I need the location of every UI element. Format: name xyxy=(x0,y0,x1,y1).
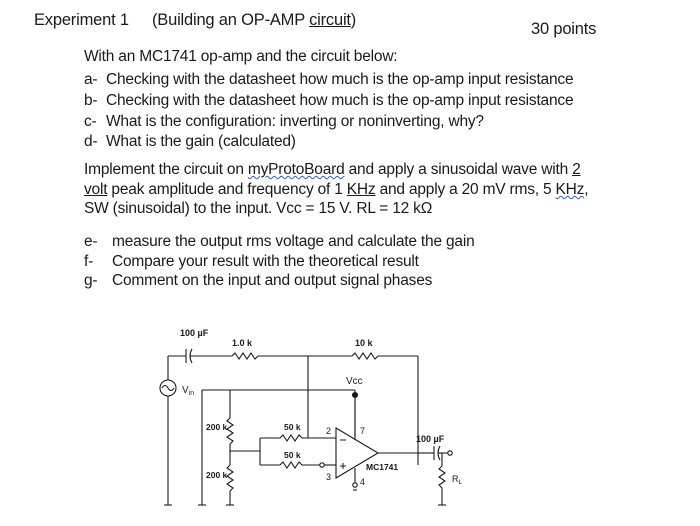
subtitle-circuit: circuit xyxy=(309,11,351,29)
label-pin3: 3 xyxy=(326,472,332,482)
label-rf: 10 k xyxy=(355,338,373,348)
implement-post-2: and apply a 20 mV rms, 5 xyxy=(375,181,556,198)
resistor-50k-bottom-icon xyxy=(280,462,302,468)
task-label: e- xyxy=(84,233,98,250)
label-pin2: 2 xyxy=(326,426,332,436)
label-pin4: 4 xyxy=(360,477,366,487)
question-c xyxy=(84,113,484,131)
vin-v: V xyxy=(182,385,189,396)
question-label: b- xyxy=(84,92,98,109)
rl-r: R xyxy=(452,474,459,484)
question-b xyxy=(84,92,573,110)
question-text: What is the gain (calculated) xyxy=(106,133,296,150)
task-label: g- xyxy=(84,272,98,289)
question-text: Checking with the datasheet how much is the op-amp input resistance xyxy=(106,92,574,109)
implement-end: , xyxy=(584,181,589,198)
label-rl xyxy=(452,474,463,486)
experiment-subtitle xyxy=(152,11,356,30)
label-c2: 100 µF xyxy=(416,434,445,444)
label-vcc: Vcc xyxy=(346,376,363,387)
question-label: c- xyxy=(84,113,97,130)
implement-pre: Implement the circuit on xyxy=(84,161,248,178)
vin-sub: in xyxy=(188,390,195,397)
implement-line-2 xyxy=(84,181,588,199)
label-pin7: 7 xyxy=(360,426,366,436)
resistor-200k-bottom-icon xyxy=(227,465,233,491)
label-c1: 100 µF xyxy=(180,328,209,338)
experiment-title: Experiment 1 xyxy=(34,11,129,29)
task-label: f- xyxy=(84,253,94,270)
question-d xyxy=(84,133,296,151)
question-label: d- xyxy=(84,133,98,150)
implement-mid: peak amplitude and frequency of 1 xyxy=(107,181,347,198)
label-50k-top: 50 k xyxy=(284,422,301,432)
resistor-10k-icon xyxy=(352,353,378,359)
subtitle-pre: (Building an OP-AMP xyxy=(152,11,310,29)
implement-line-1 xyxy=(84,161,581,179)
label-200k-bottom: 200 k xyxy=(206,470,228,480)
intro-text: With an MC1741 op-amp and the circuit below: xyxy=(84,48,398,65)
label-200k-top: 200 k xyxy=(206,422,228,432)
rl-sub: L xyxy=(458,479,463,486)
label-r1: 1.0 k xyxy=(232,338,253,348)
task-text: measure the output rms voltage and calculate the gain xyxy=(112,233,475,250)
implement-line-3: SW (sinusoidal) to the input. Vcc = 15 V. RL = 12 kΩ xyxy=(84,200,433,217)
resistor-200k-top-icon xyxy=(227,418,233,444)
task-g xyxy=(84,272,432,290)
amplitude-value: 2 xyxy=(572,161,581,178)
board-name: myProtoBoard xyxy=(247,161,345,178)
question-text: What is the configuration: inverting or noninverting, why? xyxy=(106,113,484,130)
volt-word: volt xyxy=(84,181,108,198)
implement-post: and apply a sinusoidal wave with xyxy=(344,161,573,178)
circuit-diagram xyxy=(140,320,480,520)
task-text: Comment on the input and output signal phases xyxy=(112,272,433,289)
resistor-1k-icon xyxy=(232,353,258,359)
resistor-50k-top-icon xyxy=(280,435,302,441)
points-label: 30 points xyxy=(531,20,597,38)
label-ic: MC1741 xyxy=(366,462,399,472)
question-a xyxy=(84,71,573,89)
question-label: a- xyxy=(84,71,98,88)
question-text: Checking with the datasheet how much is the op-amp input resistance xyxy=(106,71,574,88)
resistor-rl-icon xyxy=(439,466,445,488)
subtitle-post: ) xyxy=(350,11,357,29)
label-50k-bottom: 50 k xyxy=(284,450,301,460)
label-vin xyxy=(182,385,194,397)
task-f xyxy=(84,253,419,271)
task-e xyxy=(84,233,475,251)
khz-word: KHz xyxy=(346,181,376,198)
khz-word-2: KHz xyxy=(555,181,585,198)
task-text: Compare your result with the theoretical result xyxy=(112,253,419,270)
